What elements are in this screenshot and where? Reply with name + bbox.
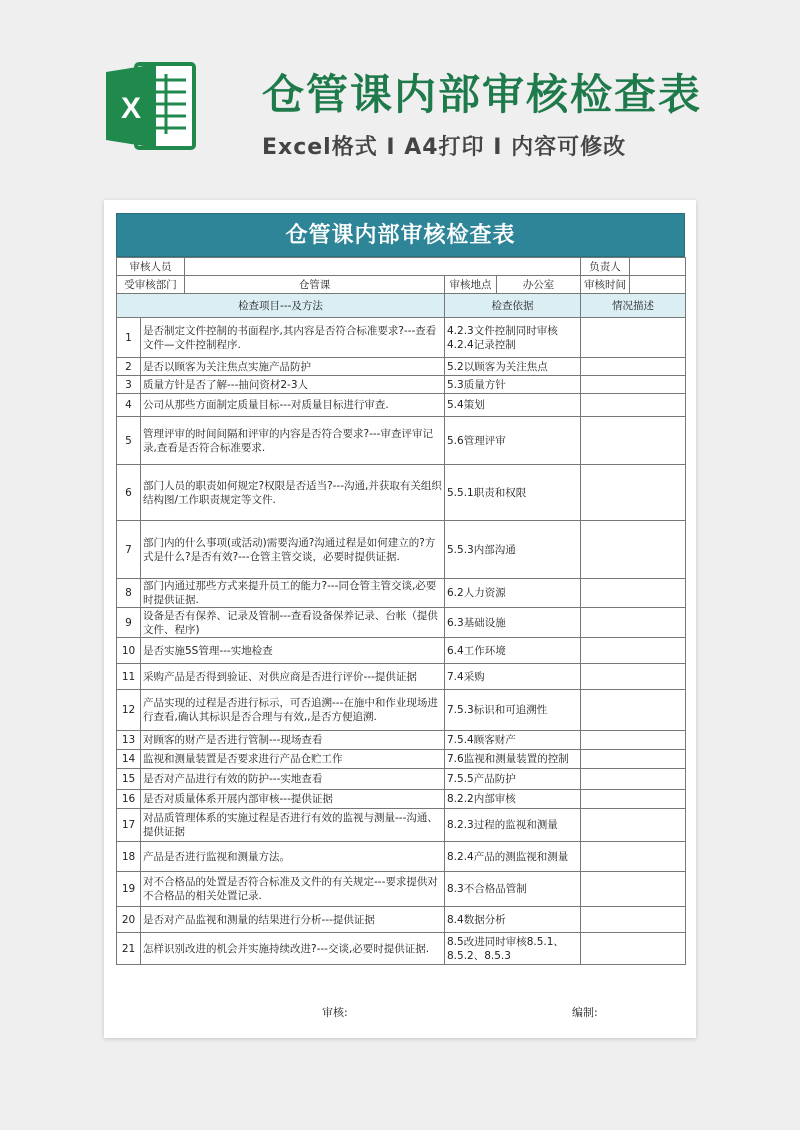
row-number: 15 (117, 769, 141, 790)
row-item: 是否以顾客为关注焦点实施产品防护 (141, 358, 445, 376)
row-number: 12 (117, 690, 141, 731)
table-row (117, 417, 686, 465)
table-row (117, 394, 686, 417)
department-value[interactable]: 仓管课 (185, 276, 445, 294)
table-row (117, 809, 686, 842)
table-row (117, 608, 686, 638)
row-basis: 7.5.3标识和可追溯性 (445, 690, 581, 731)
table-row (117, 750, 686, 769)
row-basis: 8.2.3过程的监视和测量 (445, 809, 581, 842)
table-row (117, 842, 686, 872)
header-item: 检查项目---及方法 (117, 294, 445, 318)
table-row (117, 907, 686, 933)
row-basis: 5.6管理评审 (445, 417, 581, 465)
row-basis: 8.3不合格品管制 (445, 872, 581, 907)
row-description[interactable] (581, 465, 686, 521)
row-number: 6 (117, 465, 141, 521)
row-item: 质量方针是否了解---抽问资材2-3人 (141, 376, 445, 394)
row-item: 对不合格品的处置是否符合标准及文件的有关规定---要求提供对不合格品的相关处置记录. (141, 872, 445, 907)
sheet-title: 仓管课内部审核检查表 (116, 213, 685, 257)
row-description[interactable] (581, 769, 686, 790)
banner (0, 0, 800, 190)
row-description[interactable] (581, 690, 686, 731)
footer-compile: 编制: (572, 1006, 598, 1019)
header-basis: 检查依据 (445, 294, 581, 318)
row-basis: 6.2人力资源 (445, 579, 581, 608)
table-row (117, 731, 686, 750)
row-item: 对品质管理体系的实施过程是否进行有效的监视与测量---沟通、提供证据 (141, 809, 445, 842)
row-basis: 6.4工作环境 (445, 638, 581, 664)
row-basis: 5.5.3内部沟通 (445, 521, 581, 579)
row-item: 监视和测量装置是否要求进行产品仓贮工作 (141, 750, 445, 769)
audit-table (116, 257, 686, 965)
row-basis: 4.2.3文件控制同时审核4.2.4记录控制 (445, 318, 581, 358)
row-description[interactable] (581, 907, 686, 933)
row-description[interactable] (581, 376, 686, 394)
table-row (117, 521, 686, 579)
table-row (117, 579, 686, 608)
row-item: 是否对产品监视和测量的结果进行分析---提供证据 (141, 907, 445, 933)
table-row (117, 872, 686, 907)
row-item: 怎样识别改进的机会并实施持续改进?---交谈,必要时提供证据. (141, 933, 445, 965)
row-item: 设备是否有保养、记录及管制---查看设备保养记录、台帐（提供文件、程序) (141, 608, 445, 638)
row-number: 8 (117, 579, 141, 608)
row-basis: 7.6监视和测量装置的控制 (445, 750, 581, 769)
row-number: 3 (117, 376, 141, 394)
row-description[interactable] (581, 731, 686, 750)
row-description[interactable] (581, 809, 686, 842)
row-number: 2 (117, 358, 141, 376)
row-basis: 8.4数据分析 (445, 907, 581, 933)
info-row-department (117, 276, 686, 294)
row-number: 17 (117, 809, 141, 842)
department-label: 受审核部门 (117, 276, 185, 294)
row-description[interactable] (581, 872, 686, 907)
row-description[interactable] (581, 394, 686, 417)
row-item: 管理评审的时间间隔和评审的内容是否符合要求?---审查评审记录,查看是否符合标准要求. (141, 417, 445, 465)
table-row (117, 638, 686, 664)
row-number: 7 (117, 521, 141, 579)
row-basis: 5.4策划 (445, 394, 581, 417)
row-number: 14 (117, 750, 141, 769)
owner-value[interactable] (630, 258, 686, 276)
row-description[interactable] (581, 842, 686, 872)
row-number: 18 (117, 842, 141, 872)
row-basis: 8.5改进同时审核8.5.1、8.5.2、8.5.3 (445, 933, 581, 965)
row-number: 11 (117, 664, 141, 690)
info-row-auditor (117, 258, 686, 276)
row-description[interactable] (581, 790, 686, 809)
auditor-label: 审核人员 (117, 258, 185, 276)
row-number: 10 (117, 638, 141, 664)
row-description[interactable] (581, 933, 686, 965)
row-number: 5 (117, 417, 141, 465)
table-row (117, 933, 686, 965)
row-description[interactable] (581, 417, 686, 465)
auditor-value[interactable] (185, 258, 581, 276)
row-item: 是否实施5S管理---实地检查 (141, 638, 445, 664)
row-basis: 5.5.1职责和权限 (445, 465, 581, 521)
location-label: 审核地点 (445, 276, 497, 294)
table-row (117, 664, 686, 690)
footer-review: 审核: (322, 1006, 348, 1019)
row-item: 采购产品是否得到验证、对供应商是否进行评价---提供证据 (141, 664, 445, 690)
row-item: 部门人员的职责如何规定?权限是否适当?---沟通,并获取有关组织结构图/工作职责规定等文件. (141, 465, 445, 521)
row-item: 公司从那些方面制定质量目标---对质量目标进行审查. (141, 394, 445, 417)
row-basis: 6.3基础设施 (445, 608, 581, 638)
table-row (117, 690, 686, 731)
row-item: 产品是否进行监视和测量方法。 (141, 842, 445, 872)
row-description[interactable] (581, 664, 686, 690)
row-description[interactable] (581, 358, 686, 376)
audit-sheet (116, 213, 685, 965)
row-basis: 7.5.5产品防护 (445, 769, 581, 790)
row-number: 20 (117, 907, 141, 933)
row-number: 21 (117, 933, 141, 965)
row-description[interactable] (581, 521, 686, 579)
time-label: 审核时间 (581, 276, 630, 294)
table-header (117, 294, 686, 318)
banner-subtitle: Excel格式 I A4打印 I 内容可修改 (262, 135, 627, 160)
row-description[interactable] (581, 318, 686, 358)
row-description[interactable] (581, 579, 686, 608)
row-item: 部门内的什么事项(或活动)需要沟通?沟通过程是如何建立的?方式是什么?是否有效?---仓管主管交谈，必要时提供证据. (141, 521, 445, 579)
row-description[interactable] (581, 608, 686, 638)
row-number: 19 (117, 872, 141, 907)
row-item: 部门内通过那些方式来提升员工的能力?---同仓管主管交谈,必要时提供证据. (141, 579, 445, 608)
row-item: 是否制定文件控制的书面程序,其内容是否符合标准要求?---查看文件—文件控制程序. (141, 318, 445, 358)
row-item: 是否对产品进行有效的防护---实地查看 (141, 769, 445, 790)
row-basis: 7.4采购 (445, 664, 581, 690)
row-basis: 8.2.2内部审核 (445, 790, 581, 809)
row-item: 是否对质量体系开展内部审核---提供证据 (141, 790, 445, 809)
banner-title: 仓管课内部审核检查表 (262, 70, 703, 119)
table-row (117, 769, 686, 790)
header-desc: 情况描述 (581, 294, 686, 318)
row-description[interactable] (581, 750, 686, 769)
row-number: 13 (117, 731, 141, 750)
row-item: 产品实现的过程是否进行标示，可否追溯---在施中和作业现场进行查看,确认其标识是否合理与有效,,是否方便追溯. (141, 690, 445, 731)
row-number: 9 (117, 608, 141, 638)
owner-label: 负责人 (581, 258, 630, 276)
row-number: 4 (117, 394, 141, 417)
row-item: 对顾客的财产是否进行管制---现场查看 (141, 731, 445, 750)
time-value[interactable] (630, 276, 686, 294)
row-basis: 8.2.4产品的测监视和测量 (445, 842, 581, 872)
row-number: 16 (117, 790, 141, 809)
row-basis: 5.2以顾客为关注焦点 (445, 358, 581, 376)
row-number: 1 (117, 318, 141, 358)
excel-icon-letter: X (120, 92, 142, 125)
table-row (117, 318, 686, 358)
row-basis: 7.5.4顾客财产 (445, 731, 581, 750)
excel-icon (102, 58, 198, 154)
table-row (117, 790, 686, 809)
row-description[interactable] (581, 638, 686, 664)
location-value[interactable]: 办公室 (497, 276, 581, 294)
table-row (117, 376, 686, 394)
row-basis: 5.3质量方针 (445, 376, 581, 394)
table-row (117, 465, 686, 521)
table-row (117, 358, 686, 376)
